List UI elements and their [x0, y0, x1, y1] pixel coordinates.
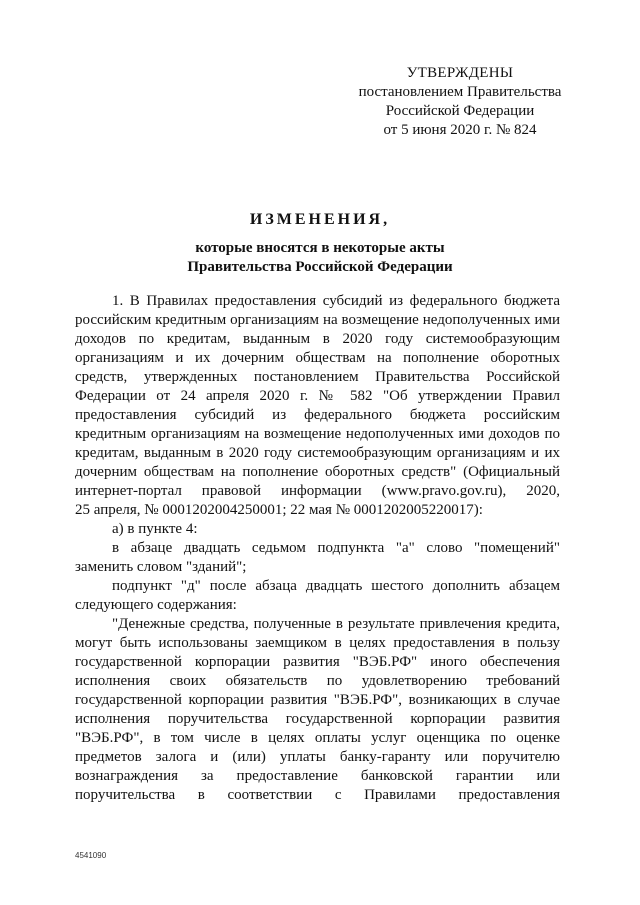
body-line: а) в пункте 4:: [112, 521, 198, 537]
approval-stamp: [345, 64, 575, 140]
body-line: российским кредитным организациям на возмещение недополученных ими: [75, 312, 560, 328]
body-line: заменить словом "зданий";: [75, 559, 247, 575]
document-body: [75, 292, 560, 805]
body-line: средств, утвержденных постановлением Правительства Российской: [75, 369, 560, 385]
body-line: доходов по кредитам, выданным в 2020 году системообразующим: [75, 331, 560, 347]
body-line: государственной корпорации развития "ВЭБ.РФ", возникающих в случае: [75, 692, 560, 708]
body-line: подпункт "д" после абзаца двадцать шестого дополнить абзацем: [112, 578, 560, 594]
body-line: кредитным организациям на возмещение недополученных ими доходов по: [75, 426, 560, 442]
document-code: 4541090: [75, 851, 107, 860]
body-line: 1. В Правилах предоставления субсидий из федерального бюджета: [112, 293, 560, 309]
approval-line-3: от 5 июня 2020 г. № 824: [383, 122, 537, 138]
body-line: вознаграждения за предоставление банковской гарантии или: [75, 768, 560, 784]
subtitle-line-2: Правительства Российской Федерации: [187, 259, 453, 275]
approval-line-2: Российской Федерации: [385, 103, 535, 119]
body-line: интернет-портал правовой информации (www.pravo.gov.ru), 2020,: [75, 483, 560, 499]
body-line: поручительства в соответствии с Правилами предоставления: [75, 787, 560, 803]
body-line: исполнения своих обязательств по удовлетворению требований: [75, 673, 560, 689]
body-line: исполнения поручительства государственной корпорации развития: [75, 711, 560, 727]
body-line: Федерации от 24 апреля 2020 г. № 582 "Об утверждении Правил: [75, 388, 560, 404]
approval-line-1: постановлением Правительства: [358, 84, 562, 100]
body-line: организациям и их дочерним обществам на пополнение оборотных: [75, 350, 560, 366]
body-line: "ВЭБ.РФ", в том числе в целях оплаты услуг оценщика по оценке: [75, 730, 560, 746]
body-line: 25 апреля, № 0001202004250001; 22 мая № 0001202005220017):: [75, 502, 483, 518]
subtitle-line-1: которые вносятся в некоторые акты: [195, 240, 445, 256]
document-title: ИЗМЕНЕНИЯ,: [249, 211, 391, 228]
body-line: следующего содержания:: [75, 597, 237, 613]
body-line: кредитам, выданным в 2020 году системообразующим организациям и их: [75, 445, 560, 461]
body-line: в абзаце двадцать седьмом подпункта "а" слово "помещений": [112, 540, 560, 556]
body-line: государственной корпорации развития "ВЭБ.РФ" иного обеспечения: [75, 654, 560, 670]
document-subtitle: [75, 239, 565, 277]
body-line: предоставления субсидий из федерального бюджета российским: [75, 407, 560, 423]
body-line: "Денежные средства, полученные в результате привлечения кредита,: [112, 616, 560, 632]
body-line: дочерним обществам на пополнение оборотных средств" (Официальный: [75, 464, 560, 480]
body-line: предметов залога и (или) уплаты банку-гаранту или поручителю: [75, 749, 560, 765]
body-line: могут быть использованы заемщиком в целях предоставления в пользу: [75, 635, 560, 651]
approval-heading: УТВЕРЖДЕНЫ: [406, 65, 514, 81]
